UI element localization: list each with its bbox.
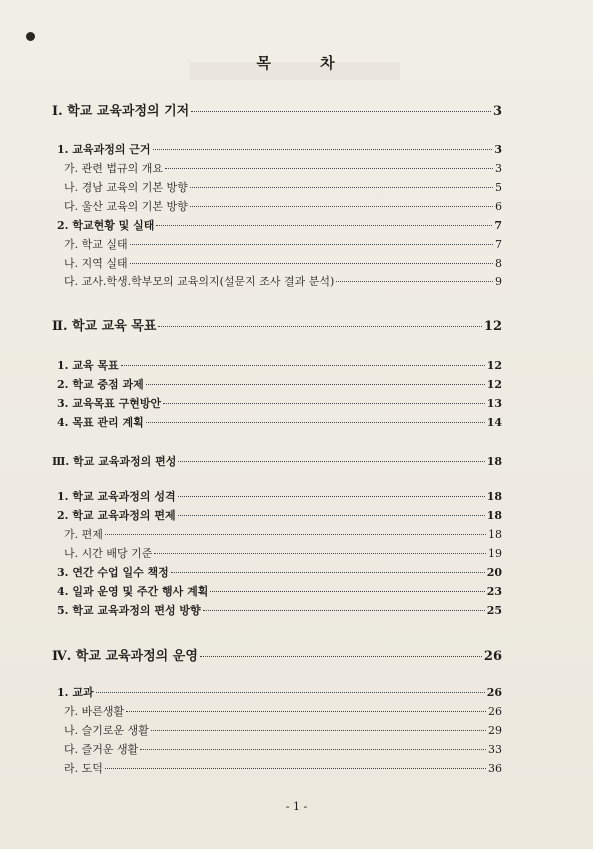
toc-entry: 나. 슬기로운 생활 29: [64, 724, 502, 737]
page-title: 목 차: [256, 54, 357, 72]
toc-entry: 2. 학교 중점 과제 12: [57, 378, 502, 391]
toc-entry: 1. 교과 26: [57, 686, 502, 699]
toc-entry: Ⅱ. 학교 교육 목표 12: [52, 319, 502, 334]
toc-entry: 가. 학교 실태 7: [64, 238, 502, 251]
toc-entry: 가. 관련 법규의 개요 3: [64, 162, 502, 175]
toc-entry: 나. 경남 교육의 기본 방향 5: [64, 181, 502, 194]
page-number: - 1 -: [285, 800, 308, 813]
toc-entry: 5. 학교 교육과정의 편성 방향 25: [57, 604, 502, 617]
toc-entry: 1. 교육 목표 12: [57, 359, 502, 372]
toc-entry: 3. 교육목표 구현방안 13: [57, 397, 502, 410]
toc-entry: 4. 일과 운영 및 주간 행사 계획 23: [57, 585, 502, 598]
punch-hole-mark: [26, 32, 35, 41]
toc-entry: 2. 학교 교육과정의 편제 18: [57, 509, 502, 522]
toc-entry: 3. 연간 수업 일수 책정 20: [57, 566, 502, 579]
toc-entry: 나. 지역 실태 8: [64, 257, 502, 270]
toc-entry: 1. 학교 교육과정의 성격 18: [57, 490, 502, 503]
toc-entry: 라. 도덕 36: [64, 762, 502, 775]
toc-entry: Ⅳ. 학교 교육과정의 운영 26: [52, 649, 502, 664]
toc-entry: 가. 바른생활 26: [64, 705, 502, 718]
toc-entry: 1. 교육과정의 근거 3: [57, 143, 502, 156]
toc-entry: Ⅰ. 학교 교육과정의 기저 3: [52, 104, 502, 119]
toc-entry: 다. 울산 교육의 기본 방향 6: [64, 200, 502, 213]
toc-entry: 다. 교사.학생.학부모의 교육의지(설문지 조사 결과 분석) 9: [64, 275, 502, 288]
toc-entry: 나. 시간 배당 기준 19: [64, 547, 502, 560]
toc-entry: 4. 목표 관리 계획 14: [57, 416, 502, 429]
toc-entry: 다. 즐거운 생활 33: [64, 743, 502, 756]
toc-entry: 가. 편제 18: [64, 528, 502, 541]
toc-entry: 2. 학교현황 및 실태 7: [57, 219, 502, 232]
toc-entry: Ⅲ. 학교 교육과정의 편성 18: [52, 455, 502, 468]
